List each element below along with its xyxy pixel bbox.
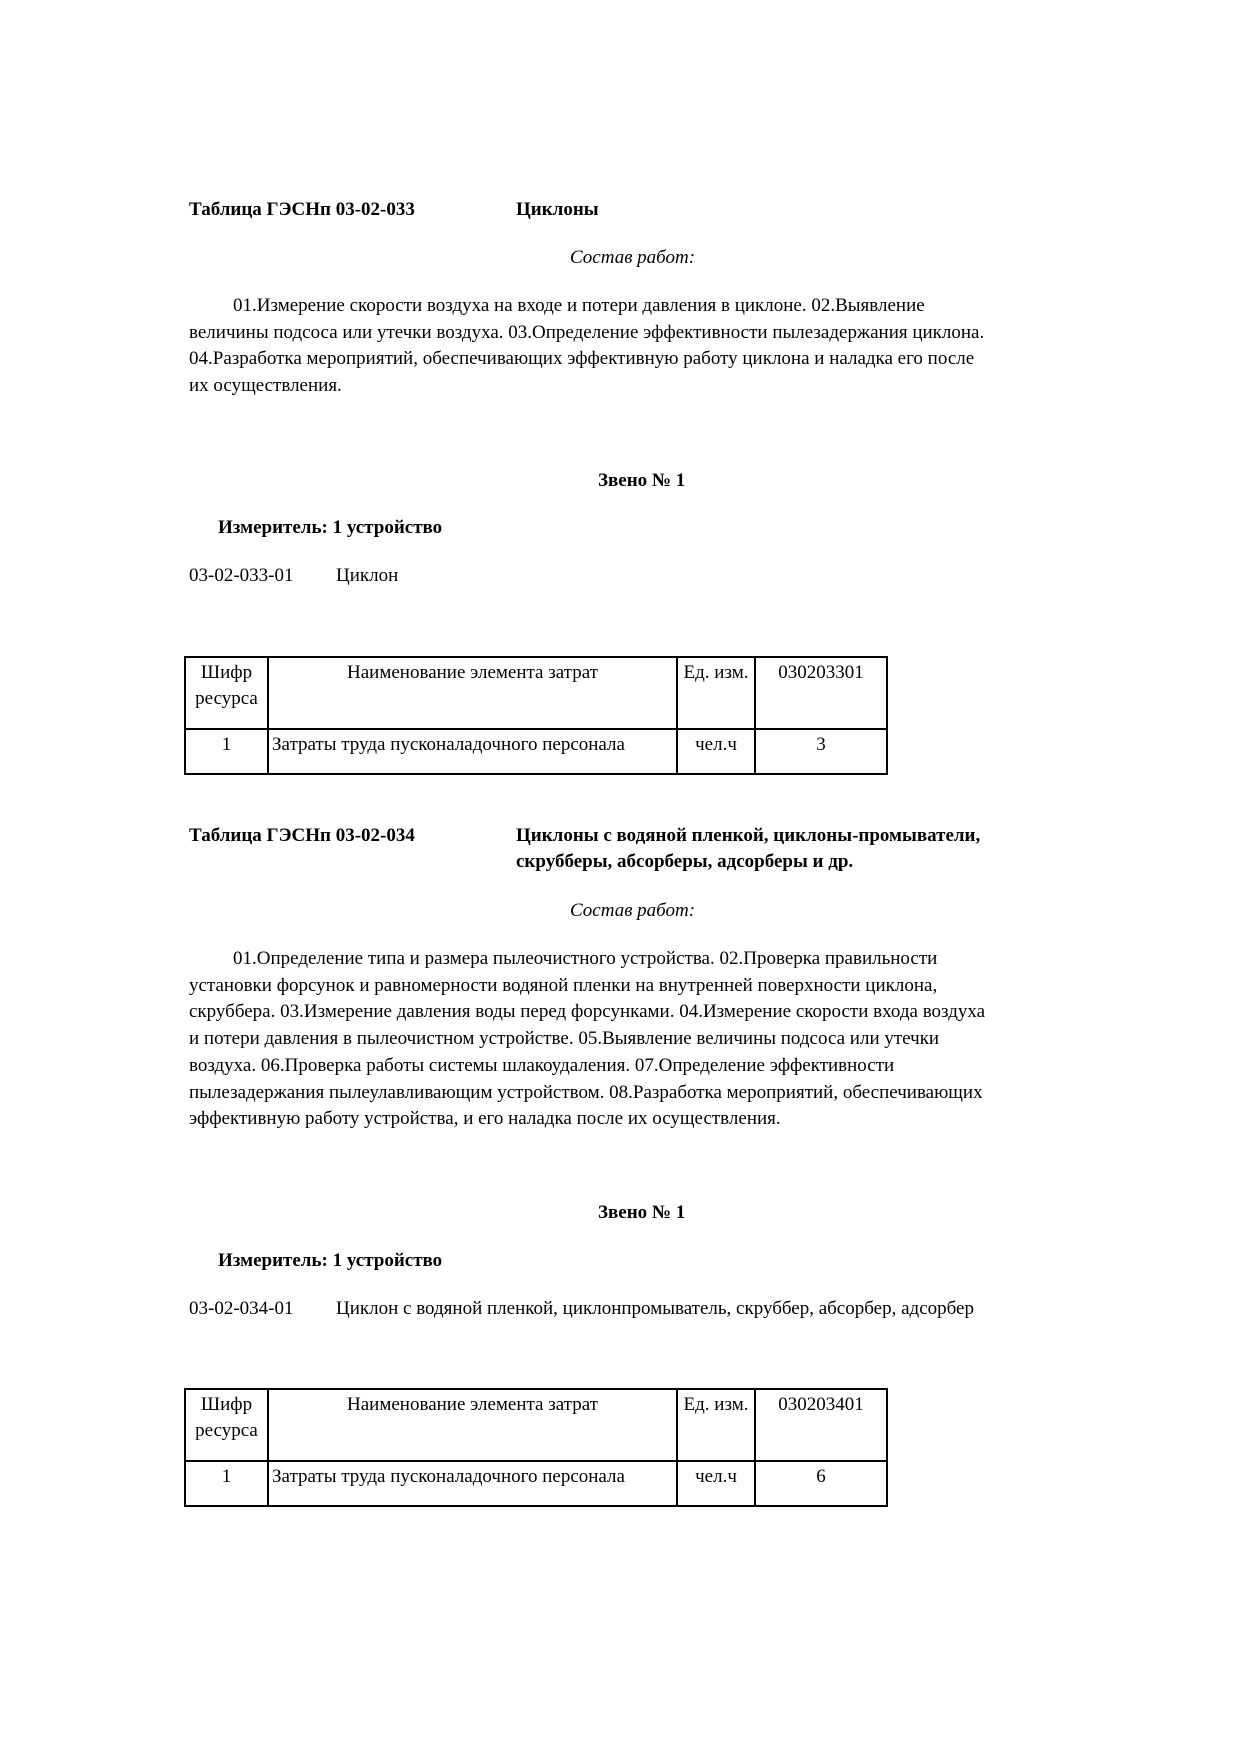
cost-table [184, 1388, 888, 1507]
table-cell: 1 [185, 729, 268, 774]
table-row [185, 1461, 887, 1506]
table-label: Таблица ГЭСНп 03-02-034 [189, 825, 415, 846]
text-line: 01.Измерение скорости воздуха на входе и потери давления в циклоне. 02.Выявление [233, 295, 925, 316]
text-line: эффективную работу устройства, и его наладка после их осуществления. [189, 1108, 781, 1130]
header-cell: Шифр ресурса [185, 1389, 268, 1461]
item-name: Циклон [336, 565, 399, 586]
text-line: воздуха. 06.Проверка работы системы шлакоудаления. 07.Определение эффективности [189, 1054, 895, 1076]
table-cell: 1 [185, 1461, 268, 1506]
meter-line: Измеритель: 1 устройство [218, 517, 443, 538]
meter-line: Измеритель: 1 устройство [218, 1250, 443, 1271]
header-cell: 030203301 [755, 657, 887, 729]
item-name: Циклон с водяной пленкой, циклонпромыватель, скруббер, абсорбер, адсорбер [336, 1298, 974, 1319]
text-line: величины подсоса или утечки воздуха. 03.Определение эффективности пылезадержания циклона. [189, 321, 985, 343]
header-cell: Наименование элемента затрат [268, 657, 677, 729]
header-cell: Шифр ресурса [185, 657, 268, 729]
work-composition-label: Состав работ: [570, 900, 696, 921]
table-cell: 6 [755, 1461, 887, 1506]
table-cell: Затраты труда пусконаладочного персонала [268, 729, 677, 774]
cost-table [184, 656, 888, 775]
work-composition-text [189, 946, 1069, 1133]
table-title: Циклоны [516, 199, 599, 220]
table-cell: 3 [755, 729, 887, 774]
text-line: 04.Разработка мероприятий, обеспечивающих эффективную работу циклона и наладка его после [189, 348, 975, 370]
work-composition-text [189, 293, 1069, 400]
table-header-row [185, 657, 887, 729]
table-header-row [185, 1389, 887, 1461]
table-row [185, 729, 887, 774]
header-cell: Ед. изм. [677, 1389, 755, 1461]
text-line: скруббера. 03.Измерение давления воды перед форсунками. 04.Измерение скорости входа воздуха [189, 1001, 986, 1023]
crew-heading: Звено № 1 [598, 470, 686, 491]
item-code: 03-02-033-01 [189, 565, 294, 586]
table-title: Циклоны с водяной пленкой, циклоны-промыватели, [516, 825, 981, 846]
table-cell: Затраты труда пусконаладочного персонала [268, 1461, 677, 1506]
table-cell: чел.ч [677, 729, 755, 774]
header-cell: 030203401 [755, 1389, 887, 1461]
item-code: 03-02-034-01 [189, 1298, 294, 1319]
text-line: и потери давления в пылеочистном устройстве. 05.Выявление величины подсоса или утечки [189, 1028, 940, 1050]
table-cell: чел.ч [677, 1461, 755, 1506]
text-line: установки форсунок и равномерности водяной пленки на внутренней поверхности циклона, [189, 974, 938, 996]
crew-heading: Звено № 1 [598, 1202, 686, 1223]
work-composition-label: Состав работ: [570, 247, 696, 268]
text-line: пылезадержания пылеулавливающим устройством. 08.Разработка мероприятий, обеспечивающих [189, 1081, 983, 1103]
header-cell: Ед. изм. [677, 657, 755, 729]
text-line: 01.Определение типа и размера пылеочистного устройства. 02.Проверка правильности [233, 948, 938, 969]
table-label: Таблица ГЭСНп 03-02-033 [189, 199, 415, 220]
table-title-continued: скрубберы, абсорберы, адсорберы и др. [516, 851, 854, 872]
header-cell: Наименование элемента затрат [268, 1389, 677, 1461]
text-line: их осуществления. [189, 375, 342, 397]
